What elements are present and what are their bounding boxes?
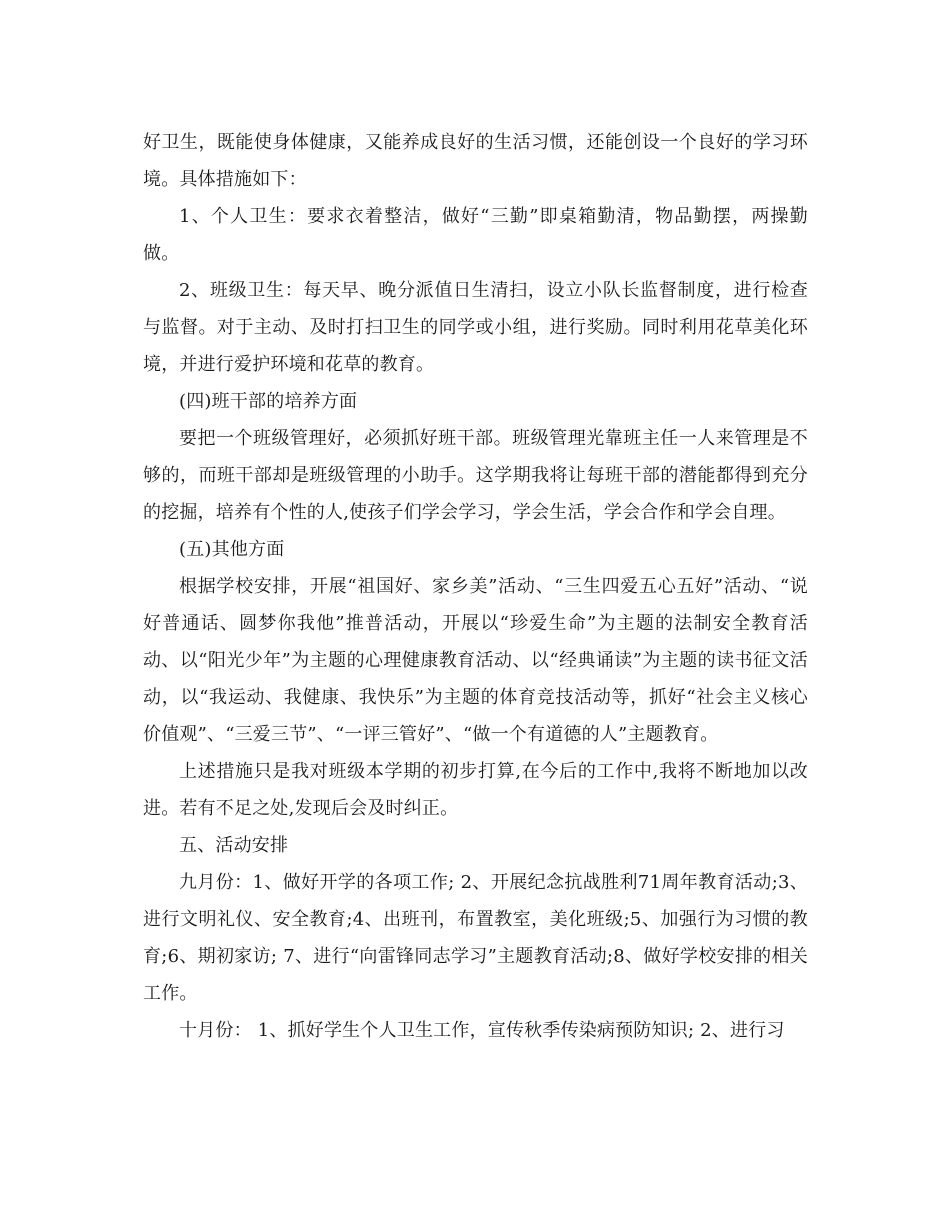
paragraph-1: 好卫生，既能使身体健康，又能养成良好的生活习惯，还能创设一个良好的学习环境。具体措施如下：	[143, 132, 808, 190]
paragraph-5: 要把一个班级管理好，必须抓好班干部。班级管理光靠班主任一人来管理是不够的，而班干部却是班级管理的小助手。这学期我将让每班干部的潜能都得到充分的挖掘，培养有个性的人,使孩子们学会学习，学会生活，学会合作和学会自理。	[143, 428, 808, 523]
paragraph-3: 2、班级卫生：每天早、晚分派值日生清扫，设立小队长监督制度，进行检查与监督。对于主动、及时打扫卫生的同学或小组，进行奖励。同时利用花草美化环境，并进行爱护环境和花草的教育。	[143, 280, 808, 375]
paragraph-september: 九月份：1、做好开学的各项工作; 2、开展纪念抗战胜利71周年教育活动;3、进行文明礼仪、安全教育;4、出班刊，布置教室，美化班级;5、加强行为习惯的教育;6、期初家访; 7、进行“向雷锋同志学习”主题教育活动;8、做好学校安排的相关工作。	[143, 872, 808, 1004]
paragraph-7: 根据学校安排，开展“祖国好、家乡美”活动、“三生四爱五心五好”活动、“说好普通话、圆梦你我他”推普活动，开展以“珍爱生命”为主题的法制安全教育活动、以“阳光少年”为主题的心理健康教育活动、以“经典诵读”为主题的读书征文活动，以“我运动、我健康、我快乐”为主题的体育竞技活动等，抓好“社会主义核心价值观”、“三爱三节”、“一评三管好”、“做一个有道德的人”主题教育。	[143, 576, 808, 745]
document-body	[143, 124, 808, 1049]
paragraph-8: 上述措施只是我对班级本学期的初步打算,在今后的工作中,我将不断地加以改进。若有不足之处,发现后会及时纠正。	[143, 761, 808, 819]
section-heading-4: (四)班干部的培养方面	[179, 391, 358, 412]
paragraph-october: 十月份： 1、抓好学生个人卫生工作，宣传秋季传染病预防知识; 2、进行习	[179, 1020, 785, 1041]
section-heading-activities: 五、活动安排	[179, 835, 289, 856]
section-heading-5: (五)其他方面	[179, 539, 285, 560]
paragraph-2: 1、个人卫生：要求衣着整洁，做好“三勤”即桌箱勤清，物品勤摆，两操勤做。	[143, 206, 808, 264]
